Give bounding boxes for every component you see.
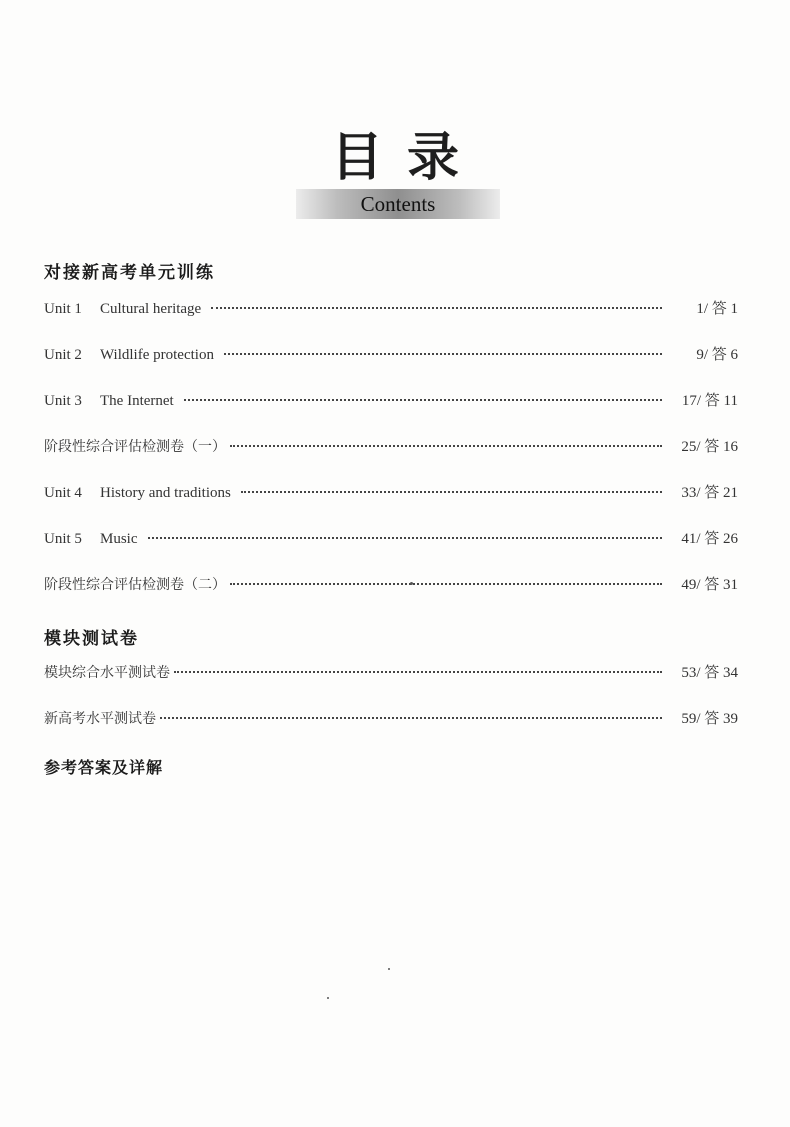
entry-title: The Internet — [100, 393, 174, 409]
dot-leader — [160, 717, 662, 719]
section-heading-module-tests: 模块测试卷 — [44, 629, 139, 649]
page-reference: 49/ 答 31 — [681, 577, 738, 593]
toc-entry-unit-3[interactable] — [44, 389, 738, 411]
toc-entry-unit-4[interactable] — [44, 481, 738, 503]
entry-title: History and traditions — [100, 485, 231, 501]
scan-speck — [410, 582, 413, 585]
contents-subtitle: Contents — [360, 191, 436, 216]
section-heading-unit-training: 对接新高考单元训练 — [44, 263, 215, 283]
unit-label: Unit 3 — [44, 393, 82, 409]
page-reference: 53/ 答 34 — [681, 665, 738, 681]
unit-label: Unit 1 — [44, 301, 82, 317]
entry-title: 阶段性综合评估检测卷（二） — [44, 577, 226, 593]
page-title: 目录 — [330, 128, 483, 188]
scan-speck — [388, 968, 390, 970]
dot-leader — [230, 583, 662, 585]
entry-title: 新高考水平测试卷 — [44, 711, 156, 727]
dot-leader — [241, 491, 662, 493]
toc-entry-unit-5[interactable] — [44, 527, 738, 549]
toc-entry-unit-2[interactable] — [44, 343, 738, 365]
page-reference: 17/ 答 11 — [681, 393, 738, 409]
entry-title: 阶段性综合评估检测卷（一） — [44, 439, 226, 455]
dot-leader — [224, 353, 662, 355]
toc-entry-module-test[interactable] — [44, 661, 738, 683]
unit-label: Unit 5 — [44, 531, 82, 547]
toc-entry-unit-1[interactable] — [44, 297, 738, 319]
dot-leader — [230, 445, 662, 447]
entry-title: 模块综合水平测试卷 — [44, 665, 170, 681]
page-reference: 1/ 答 1 — [696, 301, 738, 317]
entry-title: Music — [100, 531, 138, 547]
dot-leader — [211, 307, 662, 309]
entry-title: Wildlife protection — [100, 347, 214, 363]
toc-entry-gaokao-test[interactable] — [44, 707, 738, 729]
page-reference: 33/ 答 21 — [681, 485, 738, 501]
toc-entry-stage-test-1[interactable] — [44, 435, 738, 457]
dot-leader — [184, 399, 662, 401]
page-reference: 41/ 答 26 — [681, 531, 738, 547]
unit-label: Unit 2 — [44, 347, 82, 363]
scan-speck — [327, 997, 329, 999]
page-reference: 9/ 答 6 — [696, 347, 738, 363]
entry-title: Cultural heritage — [100, 301, 202, 317]
page-reference: 25/ 答 16 — [681, 439, 738, 455]
unit-label: Unit 4 — [44, 485, 82, 501]
title-block — [0, 128, 790, 188]
dot-leader — [148, 537, 663, 539]
section-heading-answers: 参考答案及详解 — [44, 758, 164, 777]
contents-banner — [296, 189, 500, 219]
page-reference: 59/ 答 39 — [681, 711, 738, 727]
toc-entry-stage-test-2[interactable] — [44, 573, 738, 595]
dot-leader — [174, 671, 662, 673]
